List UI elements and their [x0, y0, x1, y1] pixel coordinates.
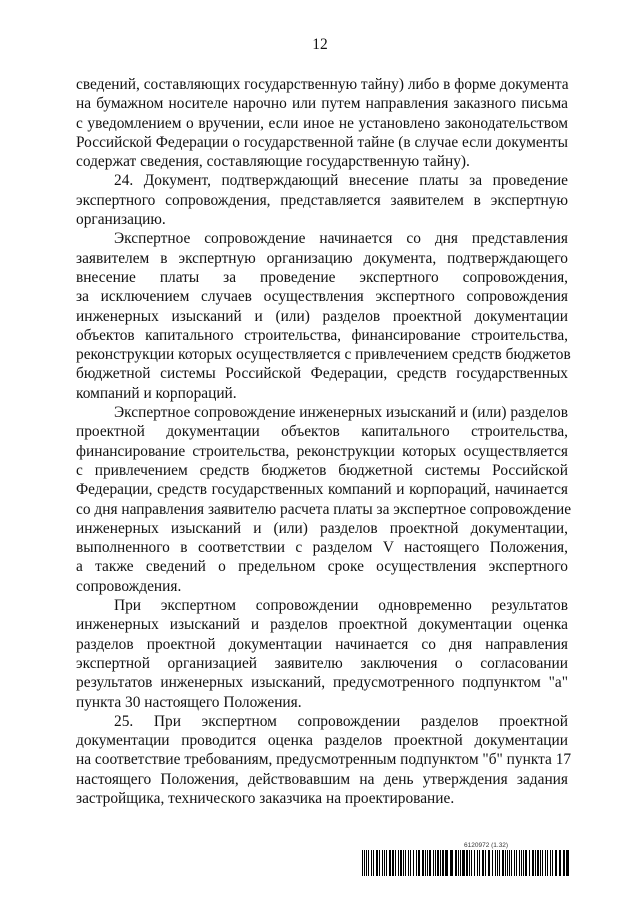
text-line: 24. Документ, подтверждающий внесение платы за проведение	[114, 172, 568, 190]
text-line: Экспертное сопровождение инженерных изысканий и (или) разделов	[114, 404, 568, 422]
paragraph	[76, 171, 568, 229]
text-line: содержат сведения, составляющие государственную тайну).	[76, 153, 470, 171]
text-line: сопровождения.	[76, 577, 182, 595]
text-line: бюджетной системы Российской Федерации, средств государственных	[76, 365, 568, 383]
text-line: сведений, составляющих государственную тайну) либо в форме документа	[76, 76, 569, 93]
text-line: Российской Федерации о государственной тайне (в случае если документы	[76, 133, 568, 151]
paragraph	[76, 596, 568, 712]
text-line: финансирование строительства, реконструкции которых осуществляется	[76, 442, 568, 460]
text-line: экспертной организацией заявителю заключения о согласовании	[76, 654, 568, 672]
document-code: 6120972 (1.32)	[464, 842, 509, 849]
text-line: настоящего Положения, действовавшим на день утверждения задания	[76, 770, 568, 788]
text-line: пункта 30 настоящего Положения.	[76, 693, 302, 711]
text-line: проектной документации объектов капитального строительства,	[76, 423, 568, 441]
text-line: инженерных изысканий и (или) разделов проектной документации	[76, 307, 568, 325]
text-line: экспертного сопровождения, представляется заявителем в экспертную	[76, 191, 568, 209]
text-line: При экспертном сопровождении одновременно результатов	[114, 597, 568, 615]
text-line: документации проводится оценка разделов проектной документации	[76, 732, 568, 750]
text-line: застройщика, технического заказчика на проектирование.	[76, 789, 455, 807]
paragraph	[76, 403, 572, 596]
text-line: Федерации, средств государственных компаний и корпораций, начинается	[76, 481, 568, 499]
text-line: Экспертное сопровождение начинается со дня представления	[114, 230, 568, 248]
text-line: результатов инженерных изысканий, предусмотренного подпунктом "а"	[76, 674, 568, 692]
text-line: разделов проектной документации начинается со дня направления	[76, 635, 568, 653]
text-line: со дня направления заявителю расчета платы за экспертное сопровождение	[76, 500, 572, 518]
paragraph	[76, 75, 568, 171]
text-line: компаний и корпораций.	[76, 384, 237, 402]
text-line: 25. При экспертном сопровождении разделов проектной	[114, 712, 568, 730]
text-line: инженерных изысканий и (или) разделов проектной документации,	[76, 519, 568, 537]
text-line: с уведомлением о вручении, если иное не установлено законодательством	[76, 114, 568, 132]
text-line: внесение платы за проведение экспертного сопровождения,	[76, 268, 568, 286]
page-number: 12	[312, 36, 328, 53]
text-line: а также сведений о предельном сроке осуществления экспертного	[76, 558, 568, 576]
text-line: организацию.	[76, 211, 166, 229]
barcode-image	[362, 850, 572, 876]
text-line: на бумажном носителе нарочно или путем направления заказного письма	[76, 95, 568, 113]
text-line: за исключением случаев осуществления экспертного сопровождения	[76, 288, 568, 306]
paragraph	[76, 712, 572, 808]
text-line: объектов капитального строительства, финансирование строительства,	[76, 326, 568, 344]
document-body	[76, 75, 572, 808]
text-line: инженерных изысканий и разделов проектной документации оценка	[76, 616, 568, 634]
text-line: реконструкции которых осуществляется с привлечением средств бюджетов	[76, 346, 571, 364]
paragraph	[76, 229, 571, 403]
text-line: с привлечением средств бюджетов бюджетной системы Российской	[76, 461, 568, 479]
text-line: на соответствие требованиям, предусмотренным подпунктом "б" пункта 17	[76, 751, 572, 769]
text-line: выполненного в соответствии с разделом V настоящего Положения,	[76, 539, 568, 557]
text-line: заявителем в экспертную организацию документа, подтверждающего	[76, 249, 568, 267]
